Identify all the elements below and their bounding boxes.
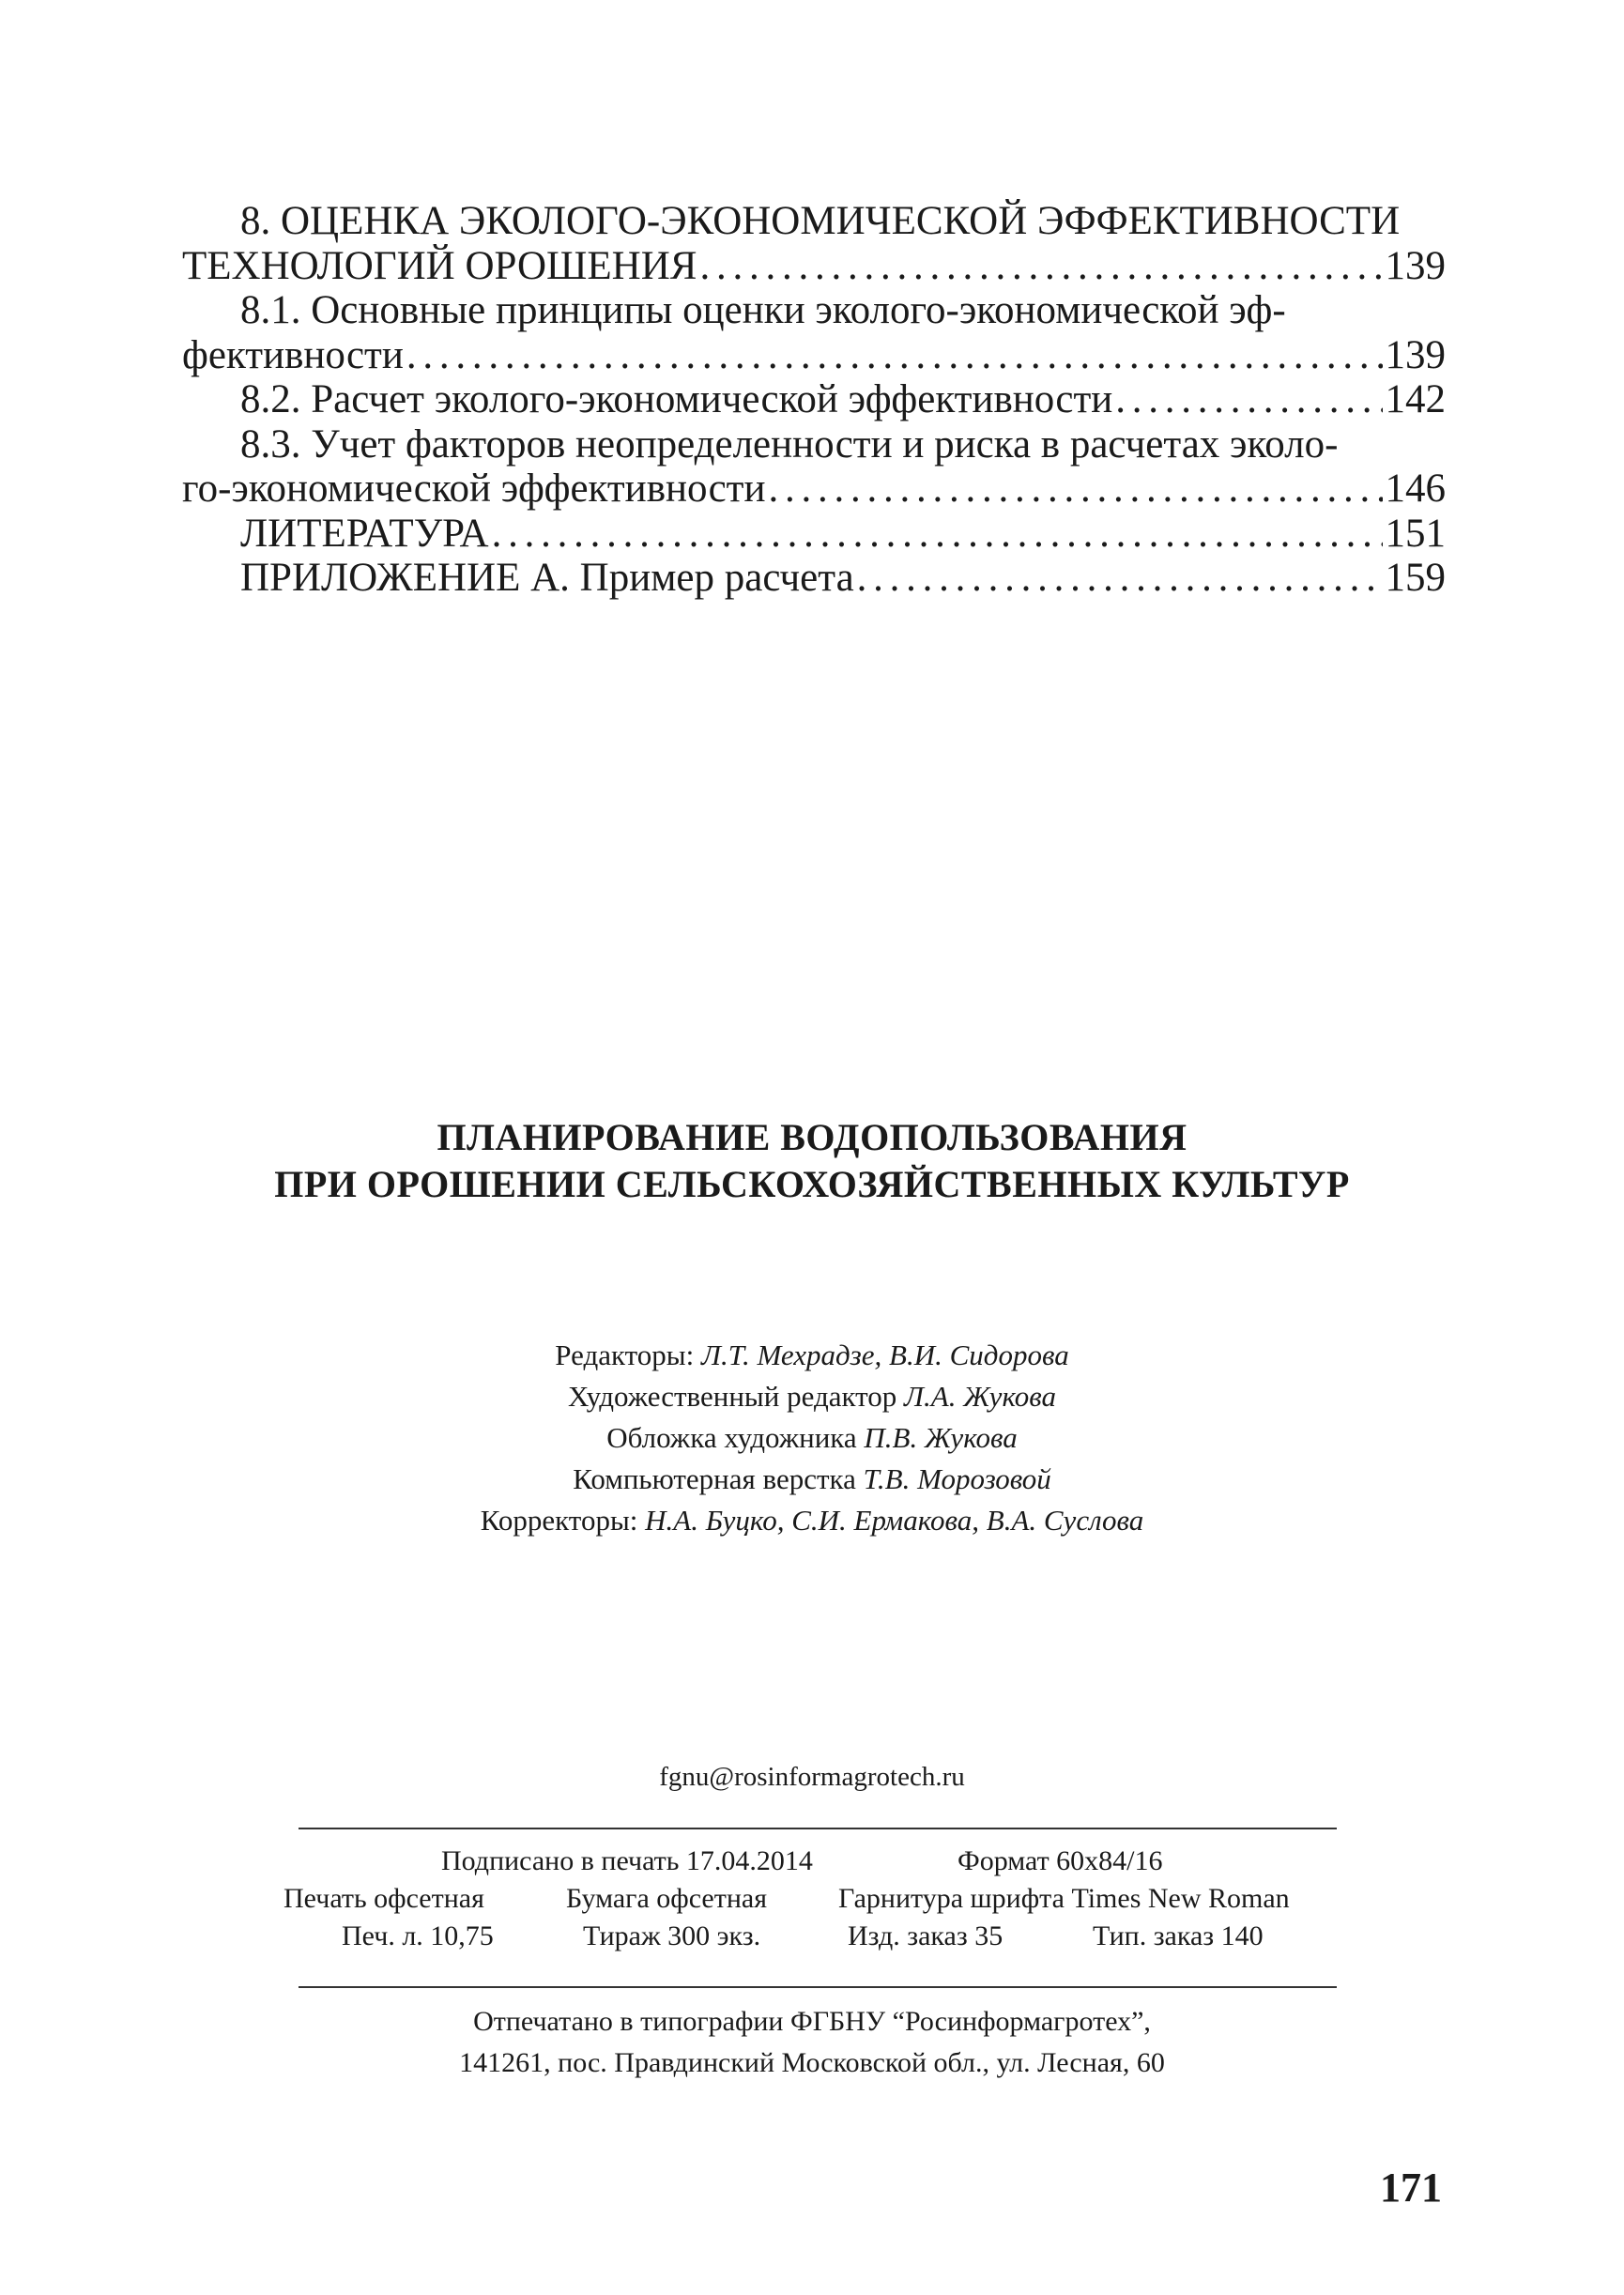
toc-leader-dots xyxy=(492,512,1383,557)
toc-entry-text: ЛИТЕРАТУРА xyxy=(240,511,489,556)
toc-leader-dots xyxy=(406,333,1383,378)
printed-by-line2: 141261, пос. Правдинский Московской обл., ул. Лесная, 60 xyxy=(459,2047,1165,2078)
imprint-font: Гарнитура шрифта Times New Roman xyxy=(838,1883,1290,1914)
printed-by xyxy=(0,2001,1624,2084)
imprint-signed: Подписано в печать 17.04.2014 xyxy=(441,1845,813,1876)
toc-entry-text: фективности xyxy=(182,332,404,377)
toc-entry-8-3-line1: 8.3. Учет факторов неопределенности и риска в расчетах эколо- xyxy=(240,421,1339,467)
toc-entry-appendix xyxy=(182,556,1446,601)
toc-leader-dots xyxy=(699,244,1382,289)
toc-entry-8-1-line1: 8.1. Основные принципы оценки эколого-экономической эф- xyxy=(240,288,1286,332)
toc-page-number: 139 xyxy=(1385,243,1446,288)
credits-block xyxy=(0,1335,1624,1541)
toc-entry-8-line2 xyxy=(182,244,1446,289)
printed-by-line1: Отпечатано в типографии ФГБНУ “Росинформагротех”, xyxy=(473,2006,1151,2037)
credit-line: Редакторы: Л.Т. Мехрадзе, В.И. Сидорова xyxy=(555,1339,1069,1371)
page-number: 171 xyxy=(1380,2165,1442,2211)
toc-entry-8-1-line2 xyxy=(182,333,1446,378)
imprint-paper: Бумага офсетная xyxy=(566,1883,768,1914)
imprint-run: Тираж 300 экз. xyxy=(583,1920,761,1951)
divider-bottom xyxy=(299,1986,1337,1988)
imprint-sheets: Печ. л. 10,75 xyxy=(342,1920,494,1951)
toc-entry-text: ПРИЛОЖЕНИЕ А. Пример расчета xyxy=(240,556,854,600)
publisher-email: fgnu@rosinformagrotech.ru xyxy=(659,1762,965,1792)
imprint-print-type: Печать офсетная xyxy=(283,1883,484,1914)
toc-leader-dots xyxy=(857,556,1383,601)
toc-entry-8-line1: 8. ОЦЕНКА ЭКОЛОГО-ЭКОНОМИЧЕСКОЙ ЭФФЕКТИВНОСТИ xyxy=(240,199,1401,243)
toc-page-number: 159 xyxy=(1385,556,1446,600)
toc-entry-literature xyxy=(182,512,1446,557)
imprint-format: Формат 60х84/16 xyxy=(958,1845,1163,1876)
table-of-contents xyxy=(182,199,1446,601)
toc-entry-text: 8.2. Расчет эколого-экономической эффективности xyxy=(240,377,1113,421)
toc-entry-8-2 xyxy=(182,377,1446,422)
credit-line: Художественный редактор Л.А. Жукова xyxy=(567,1380,1057,1413)
toc-page-number: 146 xyxy=(1385,467,1446,511)
toc-entry-8-3-line2 xyxy=(182,467,1446,512)
toc-page-number: 139 xyxy=(1385,332,1446,377)
book-title xyxy=(0,1114,1624,1208)
book-title-line2: ПРИ ОРОШЕНИИ СЕЛЬСКОХОЗЯЙСТВЕННЫХ КУЛЬТУР xyxy=(274,1163,1350,1205)
toc-leader-dots xyxy=(1115,377,1382,422)
imprint-order-print: Тип. заказ 140 xyxy=(1093,1920,1264,1951)
toc-leader-dots xyxy=(768,467,1382,512)
book-title-line1: ПЛАНИРОВАНИЕ ВОДОПОЛЬЗОВАНИЯ xyxy=(437,1116,1187,1158)
divider-top xyxy=(299,1828,1337,1829)
toc-entry-text: го-экономической эффективности xyxy=(182,467,766,511)
credit-line: Корректоры: Н.А. Буцко, С.И. Ермакова, В.А. Суслова xyxy=(480,1504,1144,1537)
toc-page-number: 142 xyxy=(1385,377,1446,421)
toc-entry-text: ТЕХНОЛОГИЙ ОРОШЕНИЯ xyxy=(182,243,697,288)
toc-page-number: 151 xyxy=(1385,511,1446,556)
imprint-order-pub: Изд. заказ 35 xyxy=(848,1920,1004,1951)
credit-line: Обложка художника П.В. Жукова xyxy=(606,1421,1018,1454)
credit-line: Компьютерная верстка Т.В. Морозовой xyxy=(573,1462,1051,1495)
